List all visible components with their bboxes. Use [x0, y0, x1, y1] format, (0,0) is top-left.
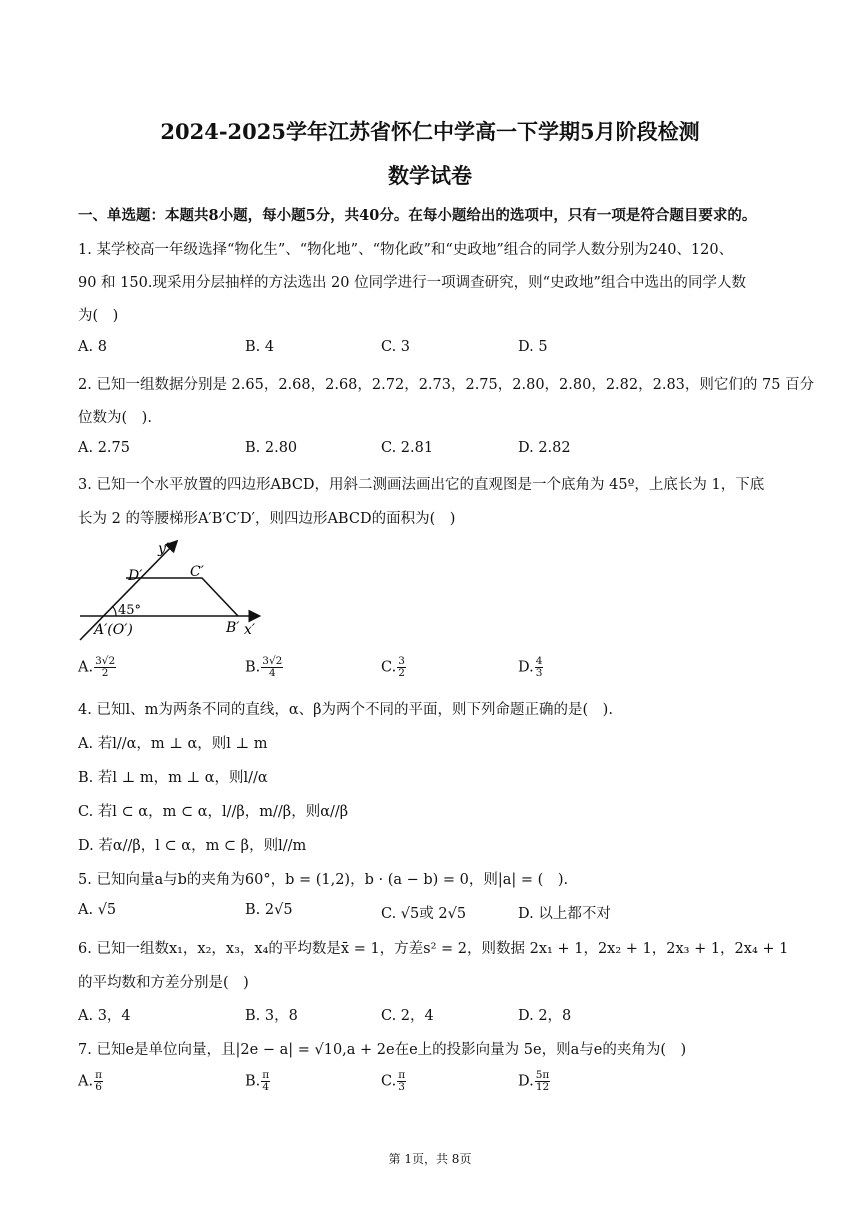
q3-options	[78, 656, 778, 686]
label-a: A′(O′)	[94, 622, 133, 638]
q6-option-d: D. 2，8	[518, 1008, 572, 1024]
page-title: 2024-2025学年江苏省怀仁中学高一下学期5月阶段检测	[160, 119, 700, 144]
q2-line1: 2. 已知一组数据分别是 2.65，2.68，2.68，2.72，2.73，2.75，2.80，2.80，2.82，2.83，则它们的 75 百分	[78, 377, 815, 393]
q4-option-b: B. 若l ⊥ m，m ⊥ α，则l//α	[78, 770, 268, 786]
q6-option-c: C. 2，4	[381, 1008, 434, 1024]
q3-option-d: D. $\frac{4}{3}$	[518, 655, 543, 679]
q7-option-c: C. $\frac{\pi}{3}$	[381, 1069, 406, 1093]
q1-option-a: A. 8	[78, 339, 107, 355]
q5-option-a: A. √5	[78, 902, 117, 918]
label-b: B′	[226, 620, 240, 636]
q4-option-d: D. 若α//β，l ⊂ α，m ⊂ β，则l//m	[78, 838, 307, 854]
q5-options	[78, 902, 778, 926]
q3-option-c: C. $\frac{3}{2}$	[381, 655, 405, 679]
trapezoid-figure	[76, 536, 276, 642]
q3-line2: 长为 2 的等腰梯形A′B′C′D′，则四边形ABCD的面积为( )	[78, 511, 456, 527]
q5-option-c: C. √5或 2√5	[381, 906, 467, 922]
q3-option-b: B. $\frac{3√2}{4}$	[245, 655, 283, 679]
q7-option-d: D. $\frac{5\pi}{12}$	[518, 1069, 550, 1093]
q7-line1: 7. 已知e是单位向量，且|2e − a| = √10,a + 2e在e上的投影向量为 5e，则a与e的夹角为( )	[78, 1042, 687, 1058]
label-c: C′	[190, 564, 204, 580]
q7-option-b: B. $\frac{\pi}{4}$	[245, 1069, 270, 1093]
q6-option-a: A. 3，4	[78, 1008, 131, 1024]
q1-option-c: C. 3	[381, 339, 411, 355]
q3-option-a: A. $\frac{3√2}{2}$	[78, 655, 116, 679]
q2-option-b: B. 2.80	[245, 440, 298, 456]
trapezoid-shape	[126, 578, 238, 616]
q1-option-d: D. 5	[518, 339, 548, 355]
label-angle: 45°	[118, 603, 142, 618]
q6-line2: 的平均数和方差分别是( )	[78, 975, 249, 991]
section-heading: 一、单选题：本题共8小题，每小题5分，共40分。在每小题给出的选项中，只有一项是符合题目要求的。	[78, 207, 757, 224]
q1-line3: 为( )	[78, 308, 119, 324]
q4-line1: 4. 已知l、m为两条不同的直线，α、β为两个不同的平面，则下列命题正确的是( ).	[78, 702, 613, 718]
angle-arc	[112, 606, 116, 616]
q3-line1: 3. 已知一个水平放置的四边形ABCD，用斜二测画法画出它的直观图是一个底角为 45º，上底长为 1，下底	[78, 477, 765, 493]
q2-options	[78, 440, 778, 464]
q6-options	[78, 1004, 778, 1028]
q6-option-b: B. 3，8	[245, 1008, 298, 1024]
q4-option-a: A. 若l//α，m ⊥ α，则l ⊥ m	[78, 736, 268, 752]
label-x: x′	[244, 622, 256, 638]
q6-line1: 6. 已知一组数x₁，x₂，x₃，x₄的平均数是x̄ = 1，方差s² = 2，则数据 2x₁ + 1，2x₂ + 1，2x₃ + 1，2x₄ + 1	[78, 941, 789, 957]
q2-option-d: D. 2.82	[518, 440, 571, 456]
q2-option-a: A. 2.75	[78, 440, 130, 456]
q5-option-d: D. 以上都不对	[518, 906, 611, 922]
q7-option-a: A. $\frac{\pi}{6}$	[78, 1069, 102, 1093]
q1-line1: 1. 某学校高一年级选择“物化生”、“物化地”、“物化政”和“史政地”组合的同学人数分别为240、120、	[78, 242, 734, 258]
q5-line1: 5. 已知向量a与b的夹角为60°，b = (1,2)，b · (a − b) = 0，则|a| = ( ).	[78, 872, 569, 888]
page-subtitle: 数学试卷	[388, 163, 472, 188]
q1-option-b: B. 4	[245, 339, 275, 355]
q2-line2: 位数为( ).	[78, 410, 152, 426]
q2-option-c: C. 2.81	[381, 440, 434, 456]
q7-options	[78, 1070, 778, 1100]
q4-option-c: C. 若l ⊂ α，m ⊂ α，l//β，m//β，则α//β	[78, 804, 349, 820]
page-footer: 第 1页，共 8页	[388, 1152, 472, 1166]
label-d: D′	[128, 568, 143, 584]
q1-options	[78, 339, 778, 363]
q5-option-b: B. 2√5	[245, 902, 293, 918]
q1-line2: 90 和 150.现采用分层抽样的方法选出 20 位同学进行一项调查研究，则“史政地”组合中选出的同学人数	[78, 275, 746, 291]
label-y: y′	[158, 541, 170, 557]
